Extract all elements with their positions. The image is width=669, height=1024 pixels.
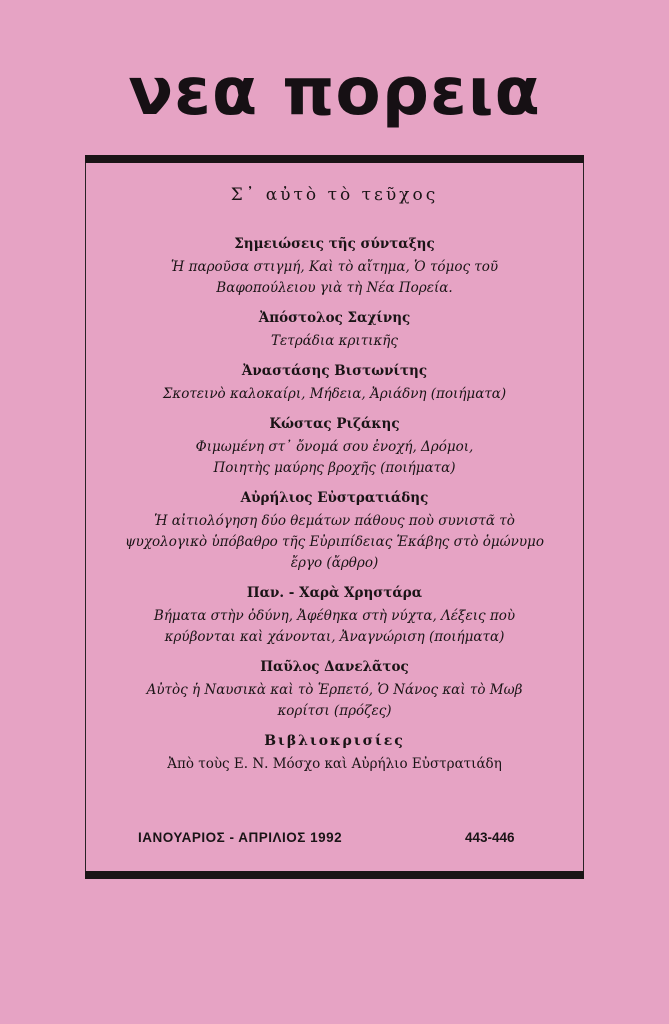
issue-date: ΙΑΝΟΥΑΡΙΟΣ - ΑΠΡΙΛΙΟΣ 1992 xyxy=(138,830,343,845)
entry-works-line: Φιμωμένη στ᾽ ὄνομά σου ἐνοχή, Δρόμοι, xyxy=(195,439,474,455)
reviews-works xyxy=(100,754,569,775)
reviews-heading: Βιβλιοκρισίες xyxy=(264,733,405,749)
entry-works-line: ψυχολογικὸ ὑπόβαθρο τῆς Εὐριπίδειας Ἑκάβης στὸ ὁμώνυμο xyxy=(125,534,544,550)
contents-heading: Σ᾽ αὐτὸ τὸ τεῦχος xyxy=(230,185,439,205)
entry-author: Αὐρήλιος Εὐστρατιάδης xyxy=(240,490,429,506)
entry-works-line: Βαφοπούλειου γιὰ τὴ Νέα Πορεία. xyxy=(216,280,453,296)
entry-works-line: ἔργο (ἄρθρο) xyxy=(290,555,379,571)
entry-works xyxy=(100,606,569,648)
entry-works-line: Ἀπὸ τοὺς Ε. Ν. Μόσχο καὶ Αὐρήλιο Εὐστρατιάδη xyxy=(167,756,502,772)
entry-author: Ἀναστάσης Βιστωνίτης xyxy=(241,363,428,379)
entry-works-line: Βήματα στὴν ὀδύνη, Ἀφέθηκα στὴ νύχτα, Λέξεις ποὺ xyxy=(153,608,516,624)
entry-works-line: Αὐτὸς ἡ Ναυσικὰ καὶ τὸ Ἑρπετό, Ὁ Νάνος καὶ τὸ Μωβ xyxy=(146,682,523,698)
entry-works-line: Ἡ αἰτιολόγηση δύο θεμάτων πάθους ποὺ συνιστᾶ τὸ xyxy=(154,513,515,529)
entry-author: Παν. - Χαρὰ Χρηστάρα xyxy=(246,585,423,601)
entry-author: Κώστας Ριζάκης xyxy=(269,416,400,432)
entry-works-line: Ἡ παροῦσα στιγμή, Καὶ τὸ αἴτημα, Ὁ τόμος τοῦ xyxy=(170,259,499,275)
entry-works xyxy=(100,437,569,479)
top-rule xyxy=(85,155,584,163)
entry-works-line: κρύβονται καὶ χάνονται, Ἀναγνώριση (ποιήματα) xyxy=(164,629,505,645)
entry-works xyxy=(100,257,569,299)
entry-works xyxy=(100,680,569,722)
issue-number: 443-446 xyxy=(465,830,515,845)
entry-works xyxy=(100,331,569,352)
entry-works-line: Τετράδια κριτικῆς xyxy=(271,333,398,349)
entry-works-line: Σκοτεινὸ καλοκαίρι, Μήδεια, Ἀριάδνη (ποιήματα) xyxy=(162,386,507,402)
bottom-rule xyxy=(85,871,584,879)
entry-author: Ἀπόστολος Σαχίνης xyxy=(258,310,411,326)
entry-works-line: Ποιητὴς μαύρης βροχῆς (ποιήματα) xyxy=(213,460,456,476)
entry-works-line: κορίτσι (πρόζες) xyxy=(277,703,392,719)
magazine-title: νεα πορεια xyxy=(128,53,541,130)
entry-works xyxy=(100,384,569,405)
entry-author: Σημειώσεις τῆς σύνταξης xyxy=(234,236,435,252)
entry-author: Παῦλος Δανελᾶτος xyxy=(260,659,409,675)
entry-works xyxy=(100,511,569,574)
table-of-contents xyxy=(100,235,569,775)
